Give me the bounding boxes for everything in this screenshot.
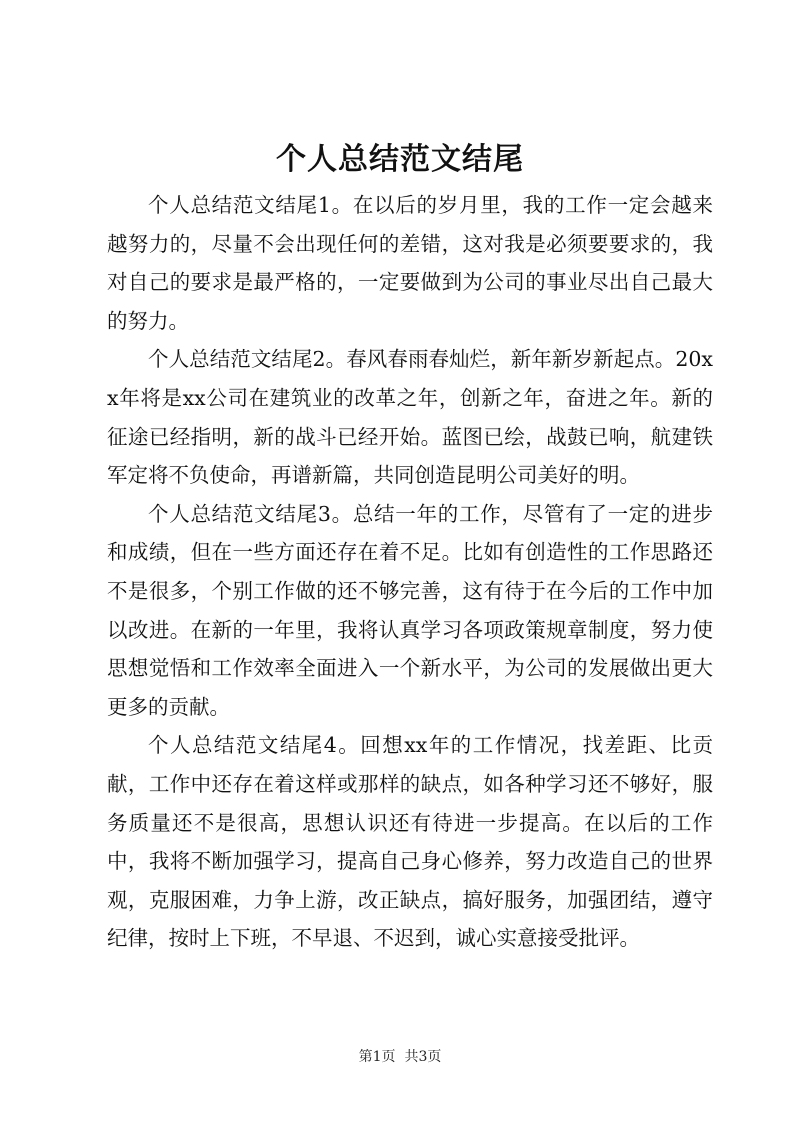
paragraph-3: 个人总结范文结尾3。总结一年的工作，尽管有了一定的进步和成绩，但在一些方面还存在着不足。比如有创造性的工作思路还不是很多，个别工作做的还不够完善，这有待于在今后的工作中加以改进。在新的一年里，我将认真学习各项政策规章制度，努力使思想觉悟和工作效率全面进入一个新水平，为公司的发展做出更大更多的贡献。 bbox=[107, 501, 713, 719]
document-title: 个人总结范文结尾 bbox=[276, 142, 524, 177]
page-footer bbox=[0, 1047, 800, 1067]
paragraph-4: 个人总结范文结尾4。回想xx年的工作情况，找差距、比贡献，工作中还存在着这样或那样的缺点，如各种学习还不够好，服务质量还不是很高，思想认识还有待进一步提高。在以后的工作中，我将不断加强学习，提高自己身心修养，努力改造自己的世界观，克服困难，力争上游，改正缺点，搞好服务，加强团结，遵守纪律，按时上下班，不早退、不迟到，诚心实意接受批评。 bbox=[107, 733, 713, 951]
page-number: 第1页 共3页 bbox=[358, 1049, 442, 1065]
paragraph-2: 个人总结范文结尾2。春风春雨春灿烂，新年新岁新起点。20xx年将是xx公司在建筑业的改革之年，创新之年，奋进之年。新的征途已经指明，新的战斗已经开始。蓝图已绘，战鼓已响，航建铁军定将不负使命，再谱新篇，共同创造昆明公司美好的明。 bbox=[107, 347, 713, 488]
paragraph-1: 个人总结范文结尾1。在以后的岁月里，我的工作一定会越来越努力的，尽量不会出现任何的差错，这对我是必须要要求的，我对自己的要求是最严格的，一定要做到为公司的事业尽出自己最大的努力。 bbox=[107, 193, 713, 333]
document-body bbox=[107, 186, 713, 958]
